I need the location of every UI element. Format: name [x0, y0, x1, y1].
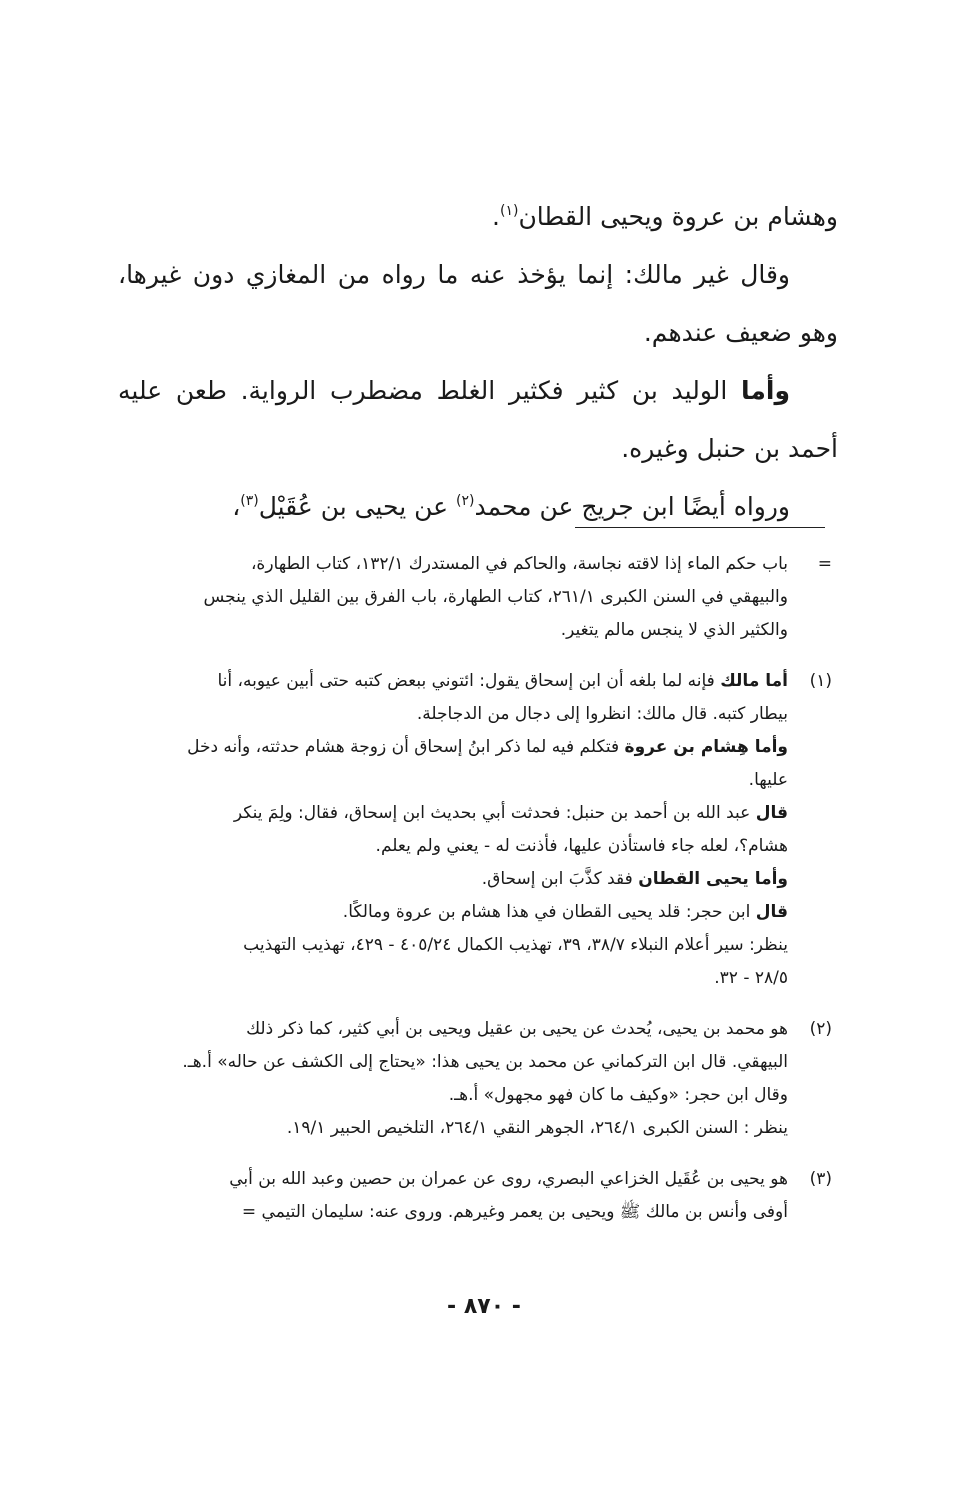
footnote-line: هشام؟، لعله جاء فاستأذن عليها، فأذنت له - يعني ولم يعلم. [375, 836, 788, 856]
footnote-lead: قال [755, 902, 788, 922]
footnote-2-number: (٢) [809, 1019, 832, 1039]
main-text [118, 188, 838, 536]
footnote-line: وقال ابن حجر: «وكيف ما كان فهو مجهول» أ.هـ. [448, 1085, 788, 1105]
main-paragraph-4-part2: عن يحيى بن عُقَيْل [258, 492, 456, 521]
footnote-1-body [116, 665, 788, 995]
continuation-marker: = [817, 554, 832, 574]
footnote-text: عبد الله بن أحمد بن حنبل: فحدثت أبي بحديث ابن إسحاق، فقال: ولِمَ ينكر [233, 803, 756, 823]
footnote-ref-1: (١) [499, 203, 519, 219]
footnote-line: بيطار كتبه. قال مالك: انظروا إلى دجال من الدجاجلة. [416, 704, 788, 724]
footnote-1-number: (١) [809, 671, 832, 691]
footnote-line [116, 797, 788, 830]
footnote-text: فتكلم فيه لما ذكر ابنُ إسحاق أن زوجة هشام حدثته، وأنه دخل [187, 737, 625, 757]
footnote-line: ينظر: سير أعلام النبلاء ٣٨/٧، ٣٩، تهذيب الكمال ٤٠٥/٢٤ - ٤٢٩، تهذيب التهذيب [243, 935, 788, 955]
main-paragraph-1-text: وهشام بن عروة ويحيى القطان [518, 202, 838, 231]
main-paragraph-3 [118, 362, 838, 478]
footnote-lead: وأما يحيى القطان [638, 869, 788, 889]
main-paragraph-3-text: الوليد بن كثير فكثير الغلط مضطرب الرواية. طعن عليه أحمد بن حنبل وغيره. [118, 376, 838, 463]
footnote-line: والبيهقي في السنن الكبرى ٢٦١/١، كتاب الطهارة، باب الفرق بين القليل الذي ينجس [203, 587, 788, 607]
footnote-line [116, 731, 788, 764]
footnote-line: أوفى وأنس بن مالك ﷺ ويحيى بن يعمر وغيرهم. وروى عنه: سليمان التيمي = [241, 1202, 788, 1222]
footnote-line: عليها. [748, 770, 788, 790]
footnote-3-number: (٣) [809, 1169, 832, 1189]
footnote-line: ٢٨/٥ - ٣٢. [714, 968, 788, 988]
main-paragraph-4-end: ، [232, 492, 241, 521]
footnote-3-body [116, 1163, 788, 1229]
footnote-text: فإنه لما بلغه أن ابن إسحاق يقول: ائتوني ببعض كتبه حتى أبين عيوبه، أنا [217, 671, 721, 691]
main-paragraph-4-part1: ورواه أيضًا ابن جريج عن محمد [474, 492, 790, 521]
footnote-continuation-body [116, 548, 788, 647]
footnote-line: هو يحيى بن عُقَيل الخزاعي البصري، روى عن عمران بن حصين وعبد الله بن أبي [229, 1169, 788, 1189]
main-paragraph-1 [118, 188, 838, 246]
footnote-1 [116, 665, 832, 995]
footnote-line [116, 863, 788, 896]
main-paragraph-2-text: وقال غير مالك: إنما يؤخذ عنه ما رواه من المغازي دون غيرها، وهو ضعيف عندهم. [118, 260, 838, 347]
footnote-lead: وأما هِشام بن عروة [624, 737, 788, 757]
footnote-continuation [116, 548, 832, 647]
footnote-line [116, 896, 788, 929]
footnote-line: البيهقي. قال ابن التركماني عن محمد بن يحيى هذا: «يحتاج إلى الكشف عن حاله» أ.هـ. [182, 1052, 788, 1072]
footnote-line: هو محمد بن يحيى، يُحدث عن يحيى بن عقيل ويحيى بن أبي كثير، كما ذكر ذلك [246, 1019, 788, 1039]
footnote-2 [116, 1013, 832, 1145]
footnote-lead: قال [755, 803, 788, 823]
footnote-separator [575, 527, 825, 528]
footnote-text: ابن حجر: قلد يحيى القطان في هذا هشام بن عروة ومالكًا. [342, 902, 756, 922]
footnotes [116, 548, 832, 1247]
footnote-line: ينظر : السنن الكبرى ٢٦٤/١، الجوهر النقي ٢٦٤/١، التلخيص الحبير ١٩/١. [286, 1118, 788, 1138]
footnote-3 [116, 1163, 832, 1229]
footnote-text: فقد كذَّبَ ابن إسحاق. [481, 869, 639, 889]
footnote-line: باب حكم الماء إذا لاقته نجاسة، والحاكم في المستدرك ١٣٢/١، كتاب الطهارة، [250, 554, 788, 574]
footnote-2-body [116, 1013, 788, 1145]
footnote-line [116, 665, 788, 698]
main-paragraph-3-lead: وأما [741, 376, 790, 405]
main-paragraph-1-end: . [492, 202, 500, 231]
footnote-lead: أما مالك [720, 671, 788, 691]
footnote-ref-2: (٢) [456, 493, 475, 509]
footnote-ref-3: (٣) [240, 493, 259, 509]
footnote-line: والكثير الذي لا ينجس مالم يتغير. [560, 620, 788, 640]
main-paragraph-2 [118, 246, 838, 362]
page-number: - ٨٧٠ - [447, 1294, 521, 1319]
